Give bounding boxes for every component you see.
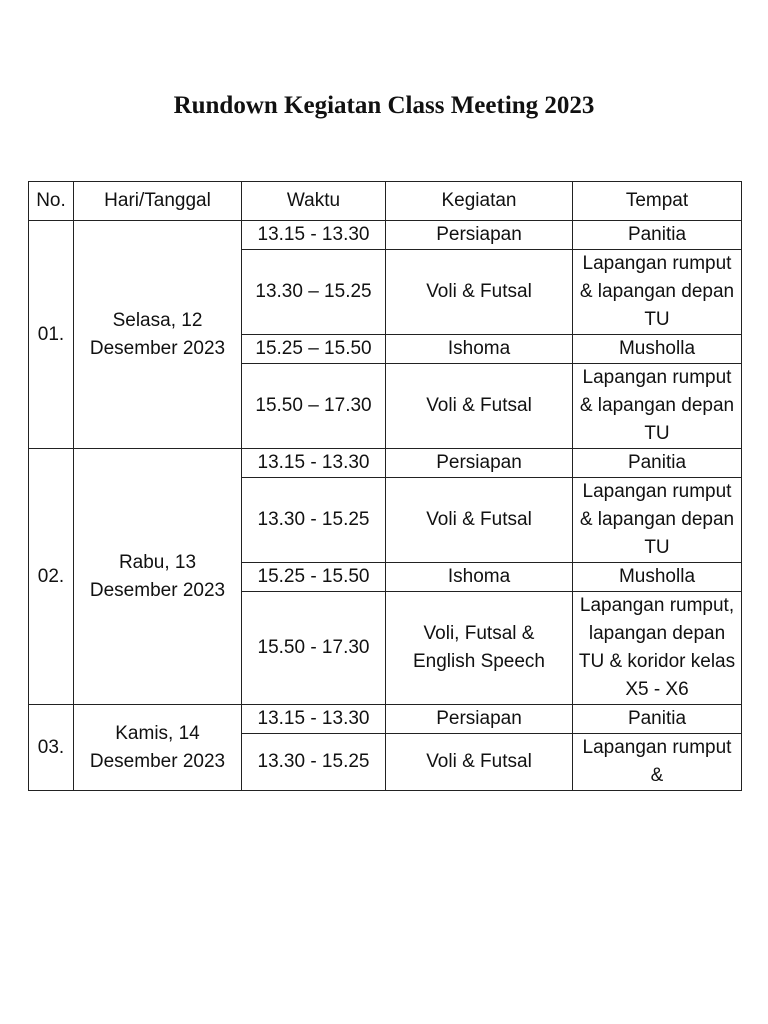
place-cell: Lapangan rumput, lapangan depan TU & koridor kelas X5 - X6 xyxy=(573,592,742,705)
place-cell: Panitia xyxy=(573,449,742,478)
day-number: 02. xyxy=(29,449,74,705)
table-row xyxy=(29,221,742,250)
place-cell: Musholla xyxy=(573,335,742,364)
table-row xyxy=(29,449,742,478)
activity-cell: Persiapan xyxy=(386,221,573,250)
time-cell: 13.30 - 15.25 xyxy=(242,478,386,563)
table-row xyxy=(29,705,742,734)
document-title: Rundown Kegiatan Class Meeting 2023 xyxy=(173,92,595,119)
place-cell: Panitia xyxy=(573,705,742,734)
time-cell: 13.30 – 15.25 xyxy=(242,250,386,335)
time-cell: 13.15 - 13.30 xyxy=(242,221,386,250)
place-cell: Lapangan rumput & lapangan depan TU xyxy=(573,478,742,563)
time-cell: 15.25 – 15.50 xyxy=(242,335,386,364)
time-cell: 13.15 - 13.30 xyxy=(242,449,386,478)
day-number: 01. xyxy=(29,221,74,449)
activity-cell: Ishoma xyxy=(386,563,573,592)
place-cell-text: Lapangan rumput & xyxy=(582,737,732,786)
time-cell: 15.50 – 17.30 xyxy=(242,364,386,449)
day-date: Kamis, 14 Desember 2023 xyxy=(74,705,242,791)
time-cell: 15.25 - 15.50 xyxy=(242,563,386,592)
time-cell: 15.50 - 17.30 xyxy=(242,592,386,705)
day-number: 03. xyxy=(29,705,74,791)
table-header-row xyxy=(29,182,742,221)
header-activity: Kegiatan xyxy=(386,182,573,221)
header-no: No. xyxy=(29,182,74,221)
activity-cell: Voli & Futsal xyxy=(386,364,573,449)
header-place: Tempat xyxy=(573,182,742,221)
day-date: Rabu, 13 Desember 2023 xyxy=(74,449,242,705)
rundown-table xyxy=(28,181,742,791)
day-date: Selasa, 12 Desember 2023 xyxy=(74,221,242,449)
place-cell xyxy=(573,734,742,791)
time-cell: 13.15 - 13.30 xyxy=(242,705,386,734)
header-day-date: Hari/Tanggal xyxy=(74,182,242,221)
header-time: Waktu xyxy=(242,182,386,221)
activity-cell: Voli, Futsal & English Speech xyxy=(386,592,573,705)
activity-cell: Persiapan xyxy=(386,449,573,478)
activity-cell: Voli & Futsal xyxy=(386,478,573,563)
activity-cell: Persiapan xyxy=(386,705,573,734)
place-cell: Lapangan rumput & lapangan depan TU xyxy=(573,364,742,449)
place-cell: Panitia xyxy=(573,221,742,250)
activity-cell: Ishoma xyxy=(386,335,573,364)
activity-cell: Voli & Futsal xyxy=(386,734,573,791)
activity-cell: Voli & Futsal xyxy=(386,250,573,335)
place-cell: Musholla xyxy=(573,563,742,592)
place-cell: Lapangan rumput & lapangan depan TU xyxy=(573,250,742,335)
time-cell: 13.30 - 15.25 xyxy=(242,734,386,791)
